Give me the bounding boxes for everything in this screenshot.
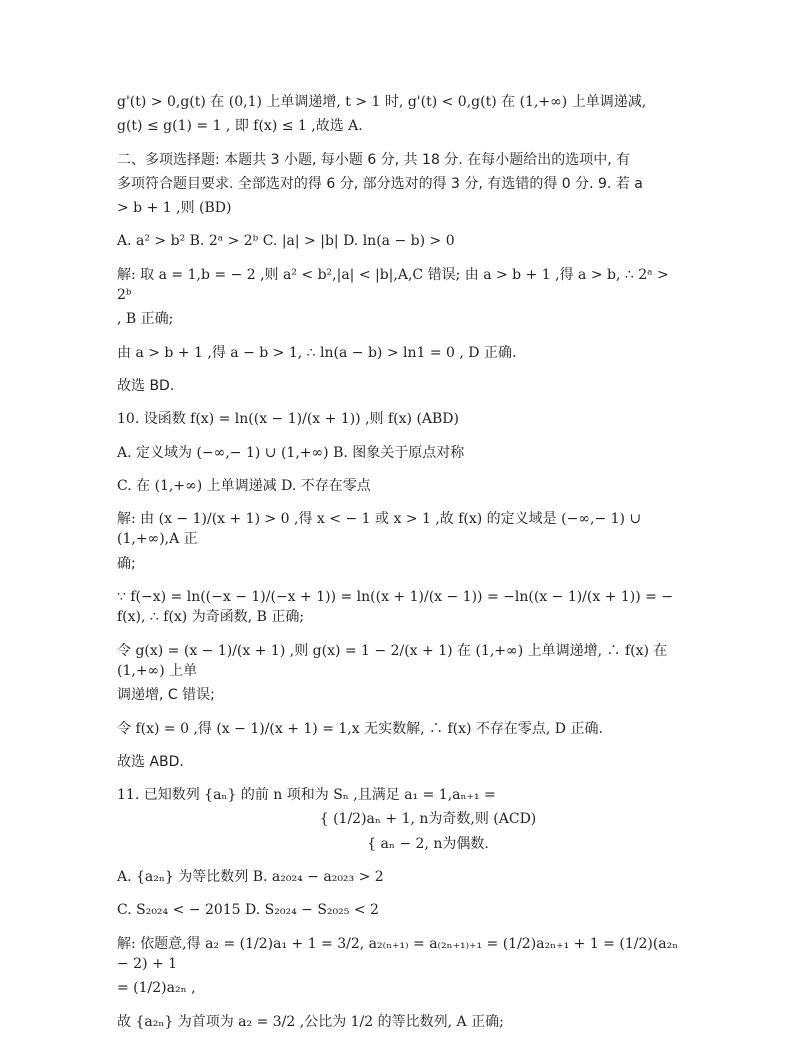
question-10-solution-line-3: ∵ f(−x) = ln((−x − 1)/(−x + 1)) = ln((x + 1)/(x − 1)) = −ln((x − 1)/(x + 1)) = − f(x), ∴ f(x) 为奇函数, B 正确; [117, 589, 674, 626]
text-line-1: g'(t) > 0,g(t) 在 (0,1) 上单调递增, t > 1 时, g'(t) < 0,g(t) 在 (1,+∞) 上单调递减, [117, 94, 647, 110]
question-9-stem: > b + 1 ,则 (BD) [117, 200, 232, 217]
question-11-stem: 11. 已知数列 {aₙ} 的前 n 项和为 Sₙ ,且满足 a₁ = 1,aₙ₊₁ = [117, 787, 496, 804]
question-11-solution-line-2: = (1/2)a₂ₙ , [117, 980, 196, 997]
document-body [117, 92, 679, 1045]
question-11-options-cd: C. S₂₀₂₄ < − 2015 D. S₂₀₂₄ − S₂₀₂₅ < 2 [117, 902, 379, 919]
question-11-case-1: { (1/2)aₙ + 1, n为奇数,则 (ACD) [319, 811, 537, 828]
question-9-solution-line-1: 解: 取 a = 1,b = − 2 ,则 a² < b²,|a| < |b|,A,C 错误; 由 a > b + 1 ,得 a > b, ∴ 2ᵃ > 2ᵇ [117, 266, 669, 304]
question-11-solution-line-1: 解: 依题意,得 a₂ = (1/2)a₁ + 1 = 3/2, a₂₍ₙ₊₁₎ = a₍₂ₙ₊₁₎₊₁ = (1/2)a₂ₙ₊₁ + 1 = (1/2)(a₂ₙ − 2) + 1 [117, 935, 679, 972]
question-10-solution-line-2: 确; [117, 555, 136, 572]
question-9-options: A. a² > b² B. 2ᵃ > 2ᵇ C. |a| > |b| D. ln(a − b) > 0 [117, 233, 455, 250]
text-line-2: g(t) ≤ g(1) = 1 , 即 f(x) ≤ 1 ,故选 A. [117, 118, 363, 135]
question-9-solution-line-2: , B 正确; [117, 311, 174, 328]
section-heading-line-2: 多项符合题目要求. 全部选对的得 6 分, 部分选对的得 3 分, 有选错的得 0 分. 9. 若 a [117, 175, 643, 192]
question-10-solution-line-6: 令 f(x) = 0 ,得 (x − 1)/(x + 1) = 1,x 无实数解, ∴ f(x) 不存在零点, D 正确. [117, 720, 603, 737]
question-10-solution-line-5: 调递增, C 错误; [117, 687, 215, 704]
question-9-solution-line-3: 由 a > b + 1 ,得 a − b > 1, ∴ ln(a − b) > ln1 = 0 , D 正确. [117, 344, 517, 361]
question-9-answer: 故选 BD. [117, 377, 175, 394]
question-11-solution-line-3: 故 {a₂ₙ} 为首项为 a₂ = 3/2 ,公比为 1/2 的等比数列, A 正确; [117, 1013, 504, 1030]
question-11-options-ab: A. {a₂ₙ} 为等比数列 B. a₂₀₂₄ − a₂₀₂₃ > 2 [117, 869, 384, 886]
question-11-case-2: { aₙ − 2, n为偶数. [367, 835, 489, 852]
question-10-stem: 10. 设函数 f(x) = ln((x − 1)/(x + 1)) ,则 f(x) (ABD) [117, 411, 459, 428]
question-10-solution-line-1: 解: 由 (x − 1)/(x + 1) > 0 ,得 x < − 1 或 x > 1 ,故 f(x) 的定义域是 (−∞,− 1) ∪ (1,+∞),A 正 [117, 511, 642, 548]
section-heading-line-1: 二、多项选择题: 本题共 3 小题, 每小题 6 分, 共 18 分. 在每小题给出的选项中, 有 [117, 151, 631, 168]
question-10-options-ab: A. 定义域为 (−∞,− 1) ∪ (1,+∞) B. 图象关于原点对称 [117, 444, 465, 461]
question-10-solution-line-4: 令 g(x) = (x − 1)/(x + 1) ,则 g(x) = 1 − 2/(x + 1) 在 (1,+∞) 上单调递增, ∴ f(x) 在 (1,+∞) 上单 [117, 642, 668, 679]
question-10-options-cd: C. 在 (1,+∞) 上单调递减 D. 不存在零点 [117, 477, 371, 494]
question-10-answer: 故选 ABD. [117, 753, 184, 770]
